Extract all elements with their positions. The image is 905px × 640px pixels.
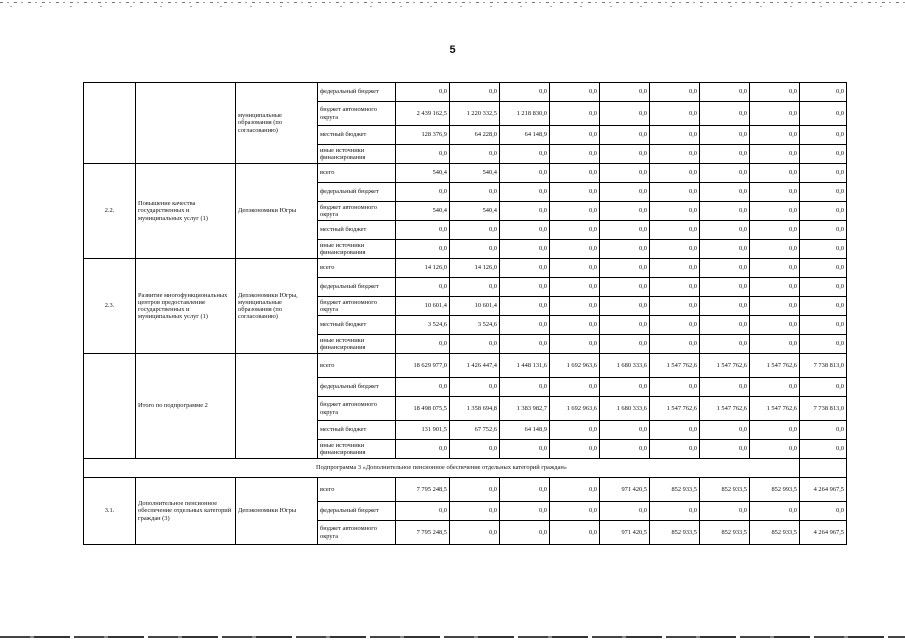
amount-cell: 0,0 (550, 126, 600, 145)
amount-cell: 0,0 (600, 259, 650, 278)
measure-number (84, 83, 136, 164)
amount-cell: 852 933,5 (700, 478, 750, 502)
amount-cell: 0,0 (396, 278, 450, 297)
amount-cell: 0,0 (650, 83, 700, 102)
amount-cell: 0,0 (500, 164, 550, 183)
amount-cell: 0,0 (550, 240, 600, 259)
amount-cell: 0,0 (396, 440, 450, 459)
funding-source: федеральный бюджет (318, 378, 396, 397)
amount-cell: 0,0 (800, 164, 847, 183)
amount-cell: 4 264 967,5 (800, 478, 847, 502)
amount-cell: 0,0 (600, 502, 650, 521)
amount-cell: 4 264 967,5 (800, 521, 847, 545)
amount-cell: 0,0 (650, 164, 700, 183)
amount-cell: 1 426 447,4 (450, 354, 500, 378)
amount-cell: 0,0 (650, 335, 700, 354)
amount-cell: 0,0 (800, 221, 847, 240)
amount-cell: 0,0 (750, 421, 800, 440)
amount-cell: 1 692 963,6 (550, 354, 600, 378)
measure-name: Развитие многофункциональных центров предоставления государственных и муниципальных услуг (1) (136, 259, 236, 354)
amount-cell: 0,0 (500, 83, 550, 102)
amount-cell: 7 795 248,5 (396, 478, 450, 502)
amount-cell: 0,0 (600, 183, 650, 202)
amount-cell: 0,0 (450, 335, 500, 354)
amount-cell: 0,0 (600, 316, 650, 335)
amount-cell: 0,0 (600, 145, 650, 164)
amount-cell: 0,0 (550, 278, 600, 297)
amount-cell: 0,0 (500, 335, 550, 354)
executor: муниципальные образования (по согласованию) (236, 83, 318, 164)
amount-cell: 971 420,5 (600, 478, 650, 502)
amount-cell: 7 795 248,5 (396, 521, 450, 545)
funding-source: местный бюджет (318, 126, 396, 145)
amount-cell: 2 439 162,5 (396, 102, 450, 126)
table-row (84, 259, 847, 278)
amount-cell: 0,0 (800, 278, 847, 297)
amount-cell: 67 752,6 (450, 421, 500, 440)
amount-cell: 0,0 (600, 440, 650, 459)
funding-source: иные источники финансирования (318, 145, 396, 164)
amount-cell: 0,0 (550, 164, 600, 183)
amount-cell: 0,0 (650, 221, 700, 240)
amount-cell: 1 680 333,6 (600, 397, 650, 421)
table-row (84, 354, 847, 378)
amount-cell: 64 148,9 (500, 421, 550, 440)
amount-cell: 0,0 (550, 102, 600, 126)
amount-cell: 3 524,6 (396, 316, 450, 335)
amount-cell: 0,0 (750, 240, 800, 259)
amount-cell: 0,0 (396, 83, 450, 102)
amount-cell: 0,0 (500, 521, 550, 545)
amount-cell: 0,0 (450, 478, 500, 502)
funding-source: иные источники финансирования (318, 240, 396, 259)
amount-cell: 0,0 (550, 202, 600, 221)
amount-cell: 1 448 131,6 (500, 354, 550, 378)
amount-cell: 0,0 (500, 316, 550, 335)
amount-cell: 0,0 (550, 316, 600, 335)
table-row (84, 478, 847, 502)
amount-cell: 0,0 (800, 335, 847, 354)
amount-cell: 0,0 (750, 316, 800, 335)
amount-cell: 0,0 (700, 278, 750, 297)
amount-cell: 0,0 (600, 83, 650, 102)
amount-cell: 0,0 (650, 145, 700, 164)
measure-name: Дополнительное пенсионное обеспечение отдельных категорий граждан (3) (136, 478, 236, 545)
amount-cell: 0,0 (550, 502, 600, 521)
funding-source: местный бюджет (318, 221, 396, 240)
amount-cell: 0,0 (600, 335, 650, 354)
amount-cell: 0,0 (750, 335, 800, 354)
amount-cell: 0,0 (800, 421, 847, 440)
amount-cell: 0,0 (500, 221, 550, 240)
amount-cell: 0,0 (750, 126, 800, 145)
amount-cell: 1 547 762,6 (750, 397, 800, 421)
measure-number: 2.3. (84, 259, 136, 354)
amount-cell: 540,4 (396, 202, 450, 221)
amount-cell: 1 358 694,8 (450, 397, 500, 421)
amount-cell: 64 148,9 (500, 126, 550, 145)
amount-cell: 0,0 (396, 183, 450, 202)
amount-cell: 0,0 (600, 221, 650, 240)
amount-cell: 0,0 (450, 278, 500, 297)
funding-source: бюджет автономного округа (318, 202, 396, 221)
amount-cell: 0,0 (500, 278, 550, 297)
amount-cell: 0,0 (600, 278, 650, 297)
amount-cell: 0,0 (550, 183, 600, 202)
amount-cell: 131 901,5 (396, 421, 450, 440)
funding-source: бюджет автономного округа (318, 521, 396, 545)
amount-cell: 0,0 (650, 421, 700, 440)
amount-cell: 0,0 (600, 421, 650, 440)
amount-cell: 0,0 (750, 145, 800, 164)
funding-source: всего (318, 164, 396, 183)
scan-artifact-bottom (0, 636, 905, 638)
amount-cell: 0,0 (800, 316, 847, 335)
amount-cell: 0,0 (650, 102, 700, 126)
amount-cell: 14 126,0 (450, 259, 500, 278)
amount-cell: 0,0 (600, 202, 650, 221)
amount-cell: 7 738 813,0 (800, 354, 847, 378)
funding-source: федеральный бюджет (318, 183, 396, 202)
amount-cell: 0,0 (700, 102, 750, 126)
amount-cell: 0,0 (650, 378, 700, 397)
amount-cell: 852 933,5 (650, 478, 700, 502)
measure-number: 2.2. (84, 164, 136, 259)
amount-cell: 1 547 762,6 (700, 354, 750, 378)
amount-cell: 0,0 (550, 421, 600, 440)
amount-cell: 0,0 (700, 221, 750, 240)
amount-cell: 0,0 (700, 259, 750, 278)
amount-cell: 0,0 (800, 202, 847, 221)
amount-cell: 18 498 075,5 (396, 397, 450, 421)
amount-cell: 0,0 (800, 378, 847, 397)
amount-cell: 0,0 (800, 183, 847, 202)
amount-cell: 1 383 982,7 (500, 397, 550, 421)
amount-cell: 0,0 (500, 145, 550, 164)
amount-cell: 0,0 (750, 83, 800, 102)
amount-cell: 1 680 333,6 (600, 354, 650, 378)
amount-cell: 0,0 (700, 440, 750, 459)
amount-cell: 1 547 762,6 (750, 354, 800, 378)
amount-cell: 0,0 (500, 183, 550, 202)
amount-cell: 0,0 (750, 297, 800, 316)
funding-source: бюджет автономного округа (318, 102, 396, 126)
amount-cell: 0,0 (396, 378, 450, 397)
amount-cell: 0,0 (600, 164, 650, 183)
subprogram-title: Подпрограмма 3 «Дополнительное пенсионное обеспечение отдельных категорий граждан» (84, 459, 800, 478)
amount-cell: 0,0 (396, 221, 450, 240)
executor (236, 354, 318, 459)
amount-cell: 128 376,9 (396, 126, 450, 145)
amount-cell: 0,0 (800, 102, 847, 126)
amount-cell: 0,0 (650, 502, 700, 521)
amount-cell: 540,4 (450, 202, 500, 221)
amount-cell: 1 218 830,0 (500, 102, 550, 126)
amount-cell: 0,0 (450, 83, 500, 102)
amount-cell: 1 547 762,6 (650, 354, 700, 378)
funding-source: иные источники финансирования (318, 440, 396, 459)
amount-cell: 0,0 (800, 297, 847, 316)
amount-cell: 0,0 (700, 240, 750, 259)
amount-cell: 0,0 (650, 259, 700, 278)
amount-cell: 0,0 (450, 240, 500, 259)
amount-cell: 0,0 (700, 316, 750, 335)
amount-cell: 0,0 (650, 183, 700, 202)
amount-cell: 0,0 (550, 259, 600, 278)
amount-cell: 0,0 (800, 126, 847, 145)
amount-cell: 0,0 (750, 202, 800, 221)
amount-cell: 0,0 (450, 183, 500, 202)
funding-source: бюджет автономного округа (318, 397, 396, 421)
amount-cell: 0,0 (550, 145, 600, 164)
executor: Депэкономики Югры (236, 478, 318, 545)
amount-cell: 0,0 (700, 297, 750, 316)
amount-cell: 0,0 (600, 297, 650, 316)
amount-cell: 0,0 (750, 502, 800, 521)
page-number: 5 (449, 44, 456, 56)
amount-cell: 0,0 (650, 202, 700, 221)
funding-source: иные источники финансирования (318, 335, 396, 354)
funding-source: всего (318, 354, 396, 378)
amount-cell: 0,0 (700, 126, 750, 145)
amount-cell: 0,0 (600, 126, 650, 145)
amount-cell: 0,0 (396, 240, 450, 259)
amount-cell: 0,0 (500, 502, 550, 521)
amount-cell: 0,0 (650, 316, 700, 335)
funding-source: федеральный бюджет (318, 278, 396, 297)
amount-cell: 0,0 (550, 440, 600, 459)
scan-artifact-top-2 (0, 6, 905, 7)
amount-cell: 0,0 (396, 502, 450, 521)
amount-cell: 0,0 (396, 145, 450, 164)
funding-source: федеральный бюджет (318, 83, 396, 102)
amount-cell: 0,0 (750, 440, 800, 459)
amount-cell: 852 933,5 (750, 521, 800, 545)
amount-cell: 10 601,4 (450, 297, 500, 316)
measure-name: Повышение качества государственных и муниципальных услуг (1) (136, 164, 236, 259)
amount-cell: 1 692 963,6 (550, 397, 600, 421)
amount-cell: 0,0 (500, 440, 550, 459)
funding-source: бюджет автономного округа (318, 297, 396, 316)
amount-cell: 0,0 (800, 145, 847, 164)
funding-source: местный бюджет (318, 421, 396, 440)
amount-cell: 0,0 (750, 378, 800, 397)
amount-cell: 0,0 (600, 378, 650, 397)
amount-cell: 852 993,5 (750, 478, 800, 502)
amount-cell: 0,0 (800, 502, 847, 521)
amount-cell: 0,0 (800, 240, 847, 259)
amount-cell: 0,0 (750, 164, 800, 183)
amount-cell: 0,0 (550, 521, 600, 545)
amount-cell: 0,0 (450, 221, 500, 240)
amount-cell: 0,0 (750, 102, 800, 126)
amount-cell: 0,0 (550, 221, 600, 240)
amount-cell: 0,0 (450, 502, 500, 521)
subprogram-empty-cell (800, 459, 847, 478)
amount-cell: 0,0 (450, 440, 500, 459)
measure-name: Итого по подпрограмме 2 (136, 354, 236, 459)
amount-cell: 0,0 (450, 378, 500, 397)
amount-cell: 0,0 (700, 502, 750, 521)
amount-cell: 0,0 (550, 378, 600, 397)
amount-cell: 0,0 (500, 202, 550, 221)
amount-cell: 971 420,5 (600, 521, 650, 545)
amount-cell: 0,0 (700, 421, 750, 440)
amount-cell: 0,0 (800, 83, 847, 102)
amount-cell: 1 547 762,6 (650, 397, 700, 421)
amount-cell: 0,0 (650, 440, 700, 459)
executor: Депэкономики Югры, муниципальные образования (по согласованию) (236, 259, 318, 354)
amount-cell: 1 547 762,6 (700, 397, 750, 421)
amount-cell: 0,0 (700, 183, 750, 202)
amount-cell: 0,0 (700, 378, 750, 397)
scan-artifact-top (0, 2, 905, 3)
amount-cell: 0,0 (600, 240, 650, 259)
funding-table (83, 82, 847, 545)
amount-cell: 0,0 (550, 83, 600, 102)
amount-cell: 0,0 (750, 221, 800, 240)
amount-cell: 0,0 (500, 240, 550, 259)
amount-cell: 0,0 (500, 297, 550, 316)
amount-cell: 0,0 (750, 259, 800, 278)
amount-cell: 14 126,0 (396, 259, 450, 278)
table-row (84, 83, 847, 102)
amount-cell: 1 220 332,5 (450, 102, 500, 126)
funding-source: всего (318, 259, 396, 278)
amount-cell: 0,0 (396, 335, 450, 354)
amount-cell: 0,0 (750, 278, 800, 297)
amount-cell: 0,0 (450, 521, 500, 545)
amount-cell: 0,0 (500, 478, 550, 502)
amount-cell: 0,0 (550, 297, 600, 316)
amount-cell: 0,0 (450, 145, 500, 164)
amount-cell: 0,0 (800, 259, 847, 278)
amount-cell: 0,0 (700, 202, 750, 221)
amount-cell: 0,0 (550, 335, 600, 354)
amount-cell: 0,0 (800, 440, 847, 459)
amount-cell: 0,0 (550, 478, 600, 502)
amount-cell: 3 524,6 (450, 316, 500, 335)
measure-number: 3.1. (84, 478, 136, 545)
amount-cell: 852 933,5 (650, 521, 700, 545)
table-row (84, 164, 847, 183)
funding-source: местный бюджет (318, 316, 396, 335)
amount-cell: 0,0 (650, 240, 700, 259)
executor: Депэкономики Югры (236, 164, 318, 259)
funding-source: федеральный бюджет (318, 502, 396, 521)
amount-cell: 0,0 (650, 126, 700, 145)
amount-cell: 0,0 (500, 259, 550, 278)
amount-cell: 0,0 (700, 83, 750, 102)
measure-number (84, 354, 136, 459)
amount-cell: 0,0 (750, 183, 800, 202)
amount-cell: 0,0 (700, 164, 750, 183)
measure-name (136, 83, 236, 164)
amount-cell: 10 601,4 (396, 297, 450, 316)
amount-cell: 852 933,5 (700, 521, 750, 545)
amount-cell: 0,0 (650, 278, 700, 297)
amount-cell: 540,4 (396, 164, 450, 183)
amount-cell: 7 738 813,0 (800, 397, 847, 421)
amount-cell: 18 629 977,0 (396, 354, 450, 378)
amount-cell: 0,0 (700, 335, 750, 354)
amount-cell: 0,0 (700, 145, 750, 164)
subprogram-header-row (84, 459, 847, 478)
amount-cell: 64 228,0 (450, 126, 500, 145)
funding-source: всего (318, 478, 396, 502)
amount-cell: 0,0 (650, 297, 700, 316)
amount-cell: 540,4 (450, 164, 500, 183)
amount-cell: 0,0 (500, 378, 550, 397)
funding-table-body (84, 83, 847, 545)
amount-cell: 0,0 (600, 102, 650, 126)
